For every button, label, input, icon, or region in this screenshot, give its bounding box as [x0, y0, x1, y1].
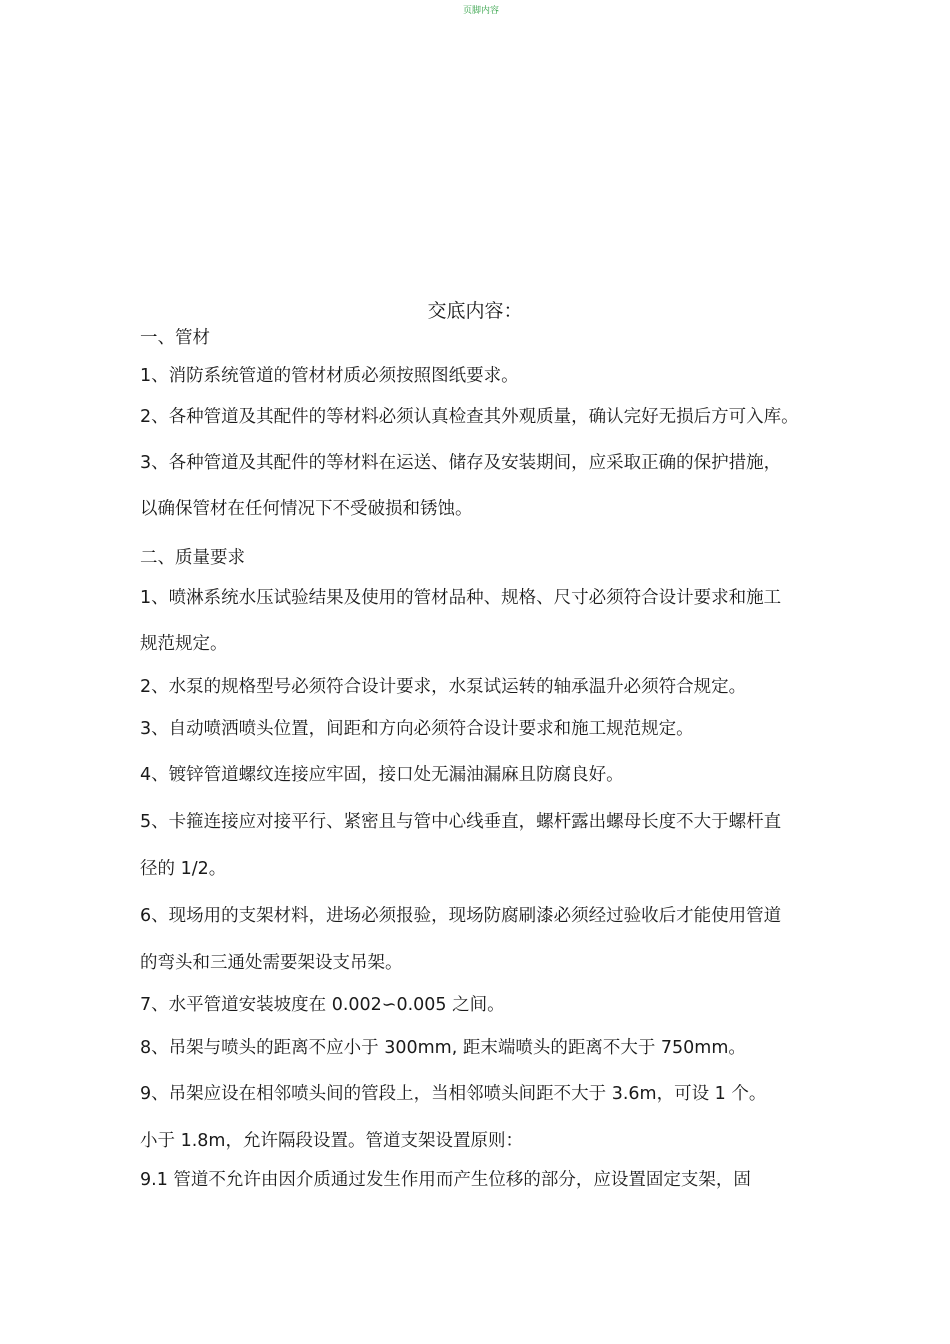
header-note: 页脚内容 [463, 6, 500, 16]
text-line: 4、镀锌管道螺纹连接应牢固，接口处无漏油漏麻且防腐良好。 [140, 765, 624, 785]
text-line: 规范规定。 [140, 634, 228, 654]
section-heading: 一、管材 [140, 328, 210, 348]
text-line: 3、自动喷洒喷头位置，间距和方向必须符合设计要求和施工规范规定。 [140, 719, 694, 739]
text-line: 5、卡箍连接应对接平行、紧密且与管中心线垂直，螺杆露出螺母长度不大于螺杆直 [140, 812, 782, 832]
text-line: 径的 1/2。 [140, 859, 227, 879]
text-line: 6、现场用的支架材料，进场必须报验，现场防腐刷漆必须经过验收后才能使用管道 [140, 906, 782, 926]
text-line: 7、水平管道安装坡度在 0.002∽0.005 之间。 [140, 995, 505, 1015]
text-line: 3、各种管道及其配件的等材料在运送、储存及安装期间，应采取正确的保护措施， [140, 453, 782, 473]
text-line: 1、喷淋系统水压试验结果及使用的管材品种、规格、尺寸必须符合设计要求和施工 [140, 588, 782, 608]
text-line: 9.1 管道不允许由因介质通过发生作用而产生位移的部分，应设置固定支架，固 [140, 1170, 751, 1190]
section-heading: 二、质量要求 [140, 548, 245, 568]
text-line: 8、吊架与喷头的距离不应小于 300mm, 距末端喷头的距离不大于 750mm。 [140, 1038, 746, 1058]
text-line: 1、消防系统管道的管材材质必须按照图纸要求。 [140, 366, 519, 386]
text-line: 以确保管材在任何情况下不受破损和锈蚀。 [140, 499, 473, 519]
text-line: 9、吊架应设在相邻喷头间的管段上，当相邻喷头间距不大于 3.6m，可设 1 个。 [140, 1084, 767, 1104]
text-line: 小于 1.8m，允许隔段设置。管道支架设置原则： [140, 1131, 523, 1151]
document-title: 交底内容： [427, 300, 523, 322]
text-line: 2、水泵的规格型号必须符合设计要求，水泵试运转的轴承温升必须符合规定。 [140, 677, 747, 697]
text-line: 的弯头和三通处需要架设支吊架。 [140, 953, 403, 973]
text-line: 2、各种管道及其配件的等材料必须认真检查其外观质量，确认完好无损后方可入库。 [140, 407, 799, 427]
